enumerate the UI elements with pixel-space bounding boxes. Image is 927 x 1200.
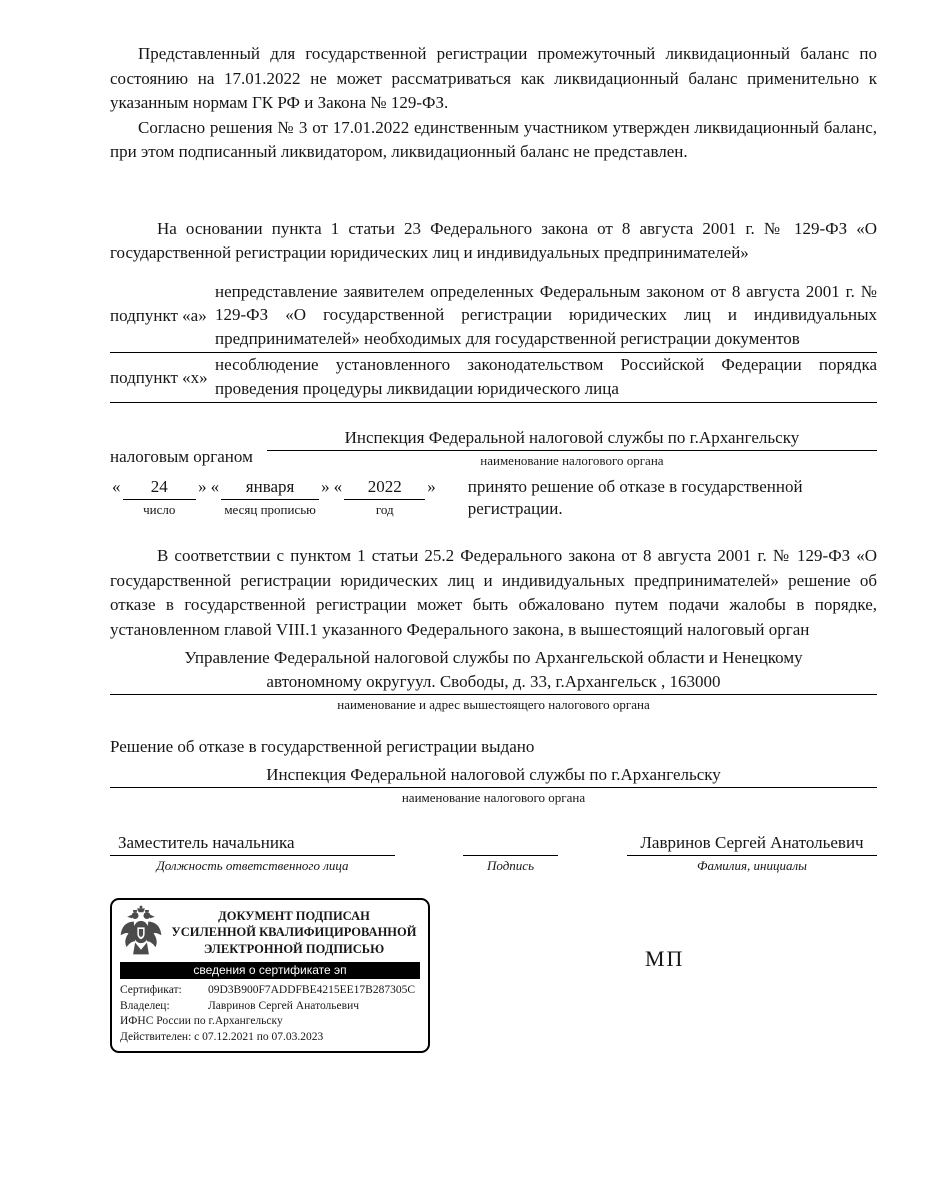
year-field (344, 476, 425, 517)
tax-authority-row (110, 427, 877, 468)
signature-name-value: Лавринов Сергей Анатольевич (627, 832, 877, 856)
stamp-title (168, 905, 420, 957)
tax-authority-field (267, 427, 877, 468)
signature-sign-caption: Подпись (487, 858, 534, 873)
ground-x-label: подпункт «х» (110, 368, 208, 387)
issued-authority-value: Инспекция Федеральной налоговой службы по г.Архангельску (266, 765, 721, 784)
grounds-table (110, 280, 877, 404)
paragraph-liquidation-balance: Представленный для государственной регистрации промежуточный ликвидационный баланс по состоянию на 17.01.2022 не может рассматриваться как ликвидационный баланс применительно к указанным нормам ГК РФ и Закона № 129-ФЗ. (110, 44, 877, 112)
validity-line: Действителен: с 07.12.2021 по 07.03.2023 (120, 1030, 324, 1043)
signature-name-caption: Фамилия, инициалы (697, 858, 807, 873)
seal-placeholder: МП (645, 946, 685, 971)
owner-value: Лавринов Сергей Анатольевич (208, 999, 360, 1012)
issued-label: Решение об отказе в государственной регистрации выдано (110, 737, 535, 756)
ground-a-label: подпункт «а» (110, 306, 207, 326)
tax-authority-label: налоговым органом (110, 447, 253, 466)
signature-name-field (627, 832, 877, 874)
day-caption: число (143, 502, 176, 517)
ground-a-text: непредставление заявителем определенных Федеральным законом от 8 августа 2001 г. № 129-ФЗ «О государственной регистрации юридических лиц и индивидуальных предпринимателей» необходимых для государственной регистрации документов (215, 281, 877, 348)
owner-line (120, 999, 420, 1015)
day-value: 24 (123, 476, 197, 500)
decision-date-row (110, 476, 877, 520)
paragraph-appeal: В соответствии с пунктом 1 статьи 25.2 Федерального закона от 8 августа 2001 г. № 129-ФЗ «О государственной регистрации юридических лиц и индивидуальных предпринимателей» решение об отказе в государственной регистрации может быть обжаловано путем подачи жалобы в порядке, установленном главой VIII.1 указанного Федерального закона, в вышестоящий налоговый орган (110, 546, 877, 639)
paragraph-decision-3: Согласно решения № 3 от 17.01.2022 единственным участником утвержден ликвидационный баланс, при этом подписанный ликвидатором, ликвидационный баланс не представлен. (110, 117, 877, 161)
open-quote: « (112, 477, 121, 496)
signature-position-field (110, 832, 395, 874)
certificate-band: сведения о сертификате эп (120, 962, 420, 979)
owner-label: Владелец: (120, 999, 170, 1012)
certificate-label: Сертификат: (120, 984, 182, 996)
stamp-title-line3: ЭЛЕКТРОННОЙ ПОДПИСЬЮ (203, 941, 385, 956)
certificate-line (120, 983, 420, 999)
open-quote: « (333, 477, 343, 496)
ground-x-text: несоблюдение установленного законодательством Российской Федерации порядка проведения процедуры ликвидации юридического лица (215, 355, 877, 398)
close-quote: » (321, 477, 330, 496)
higher-authority-block (110, 646, 877, 695)
paragraph-legal-basis: На основании пункта 1 статьи 23 Федерального закона от 8 августа 2001 г. № 129-ФЗ «О государственной регистрации юридических лиц и индивидуальных предпринимателей» (110, 218, 877, 262)
stamp-title-line1: ДОКУМЕНТ ПОДПИСАН (218, 909, 370, 923)
year-caption: год (375, 502, 394, 517)
month-field (221, 476, 319, 517)
signature-position-value: Заместитель начальника (110, 832, 395, 856)
tax-authority-value: Инспекция Федеральной налоговой службы по г.Архангельску (267, 427, 877, 451)
table-row (110, 280, 877, 354)
org-line: ИФНС России по г.Архангельску (120, 1015, 283, 1028)
close-quote: » (198, 477, 207, 496)
coat-of-arms-icon (118, 903, 164, 961)
year-value: 2022 (344, 476, 425, 500)
open-quote: « (210, 477, 220, 496)
stamp-zone (110, 898, 877, 1053)
decision-made-text: принято решение об отказе в государственной регистрации. (467, 477, 803, 518)
month-value: января (221, 476, 319, 500)
day-field (123, 476, 197, 517)
month-caption: месяц прописью (224, 502, 316, 517)
stamp-title-line2: УСИЛЕННОЙ КВАЛИФИЦИРОВАННОЙ (171, 925, 417, 940)
digital-signature-stamp (110, 898, 430, 1053)
signature-row (110, 832, 877, 874)
signature-sign-field (463, 832, 558, 874)
signature-position-caption: Должность ответственного лица (156, 858, 349, 873)
table-row (110, 353, 877, 403)
stamp-header (120, 905, 420, 961)
higher-authority-line1: Управление Федеральной налоговой службы по Архангельской области и Ненецкому (184, 648, 803, 667)
issued-authority-block (110, 763, 877, 788)
issued-authority-caption: наименование налогового органа (401, 790, 586, 805)
higher-authority-line2: автономному округуул. Свободы, д. 33, г.Архангельск , 163000 (266, 672, 721, 691)
close-quote: » (427, 477, 436, 496)
higher-authority-caption: наименование и адрес вышестоящего налогового органа (337, 697, 650, 712)
tax-authority-caption: наименование налогового органа (480, 453, 664, 468)
signature-sign-blank (463, 832, 558, 856)
certificate-value: 09D3B900F7ADDFBE4215EE17B287305C (208, 984, 416, 996)
